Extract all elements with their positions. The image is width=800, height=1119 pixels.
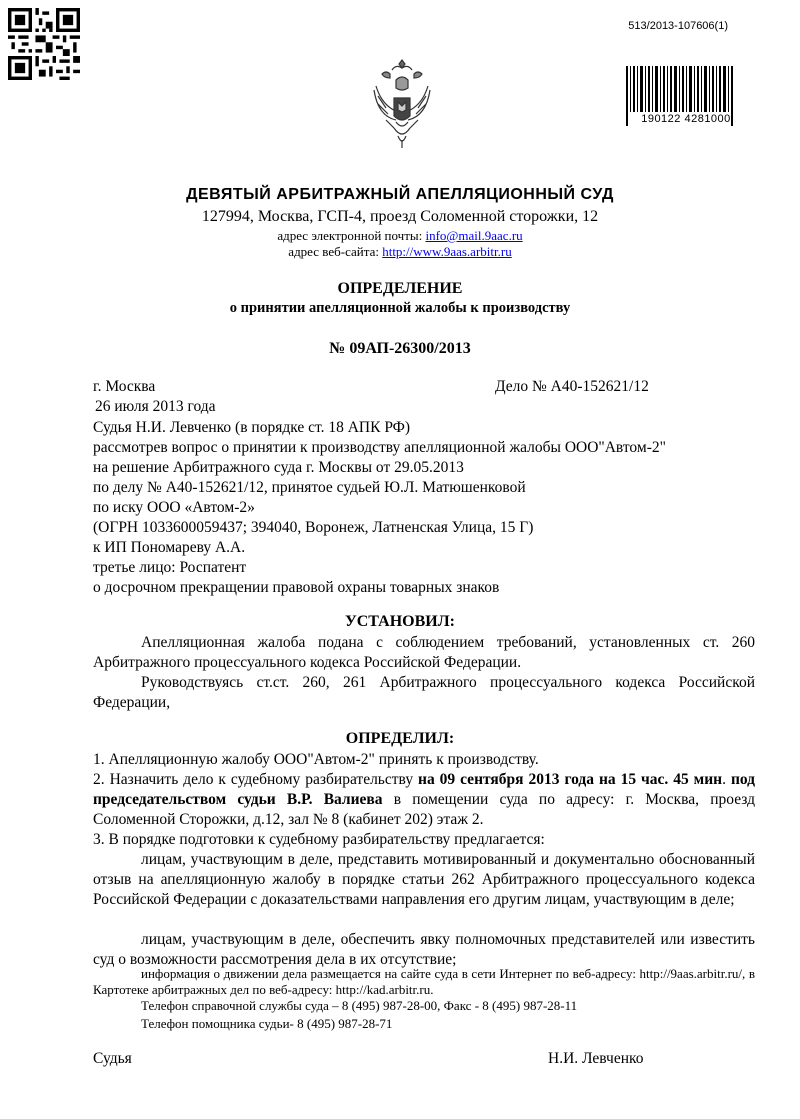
hearing-datetime: на 09 сентября 2013 года на 15 час. 45 мин bbox=[418, 771, 723, 788]
decision-paragraph: лицам, участвующим в деле, представить мотивированный и документально обоснованный отзыв на апелляционную жалобу в порядке статьи 262 Арбитражного процессуального кодекса Российской Федерации с доказательствами направления его другим лицам, участвующим в деле; bbox=[93, 851, 755, 908]
email-label: адрес электронной почты: bbox=[277, 228, 426, 243]
court-email-line bbox=[0, 228, 800, 244]
established-heading: УСТАНОВИЛ: bbox=[345, 613, 455, 630]
item2-text: 2. Назначить дело к судебному разбирательству bbox=[93, 771, 419, 788]
decided-heading: ОПРЕДЕЛИЛ: bbox=[345, 730, 455, 747]
case-number: Дело № А40-152621/12 bbox=[495, 378, 649, 395]
document-id: 513/2013-107606(1) bbox=[628, 20, 728, 32]
intro-line: по делу № А40-152621/12, принятое судьей Ю.Л. Матюшенковой bbox=[93, 479, 526, 496]
document-date: 26 июля 2013 года bbox=[95, 398, 216, 415]
barcode-number: 190122 4281000 bbox=[641, 113, 731, 125]
email-link[interactable]: info@mail.9aac.ru bbox=[425, 228, 523, 243]
case-info-note: информация о движении дела размещается на сайте суда в сети Интернет по веб-адресу: http://9aas.arbitr.ru/, в Картотеке арбитражных дел по веб-адресу: http://kad.arbitr.ru. bbox=[93, 966, 755, 997]
intro-line: к ИП Пономареву А.А. bbox=[93, 539, 246, 556]
site-label: адрес веб-сайта: bbox=[288, 244, 383, 259]
item2-text: . bbox=[722, 771, 731, 788]
decision-item-1: 1. Апелляционную жалобу ООО"Автом-2" принять к производству. bbox=[93, 751, 539, 768]
coat-of-arms-emblem bbox=[372, 56, 432, 152]
document-title: ОПРЕДЕЛЕНИЕ bbox=[337, 280, 463, 297]
decision-paragraph: лицам, участвующим в деле, обеспечить явку полномочных представителей или известить суд о возможности рассмотрения дела в их отсутствие; bbox=[93, 931, 755, 968]
document-subtitle: о принятии апелляционной жалобы к производству bbox=[229, 300, 571, 316]
presiding-judge: под председательством судьи В.Р. Валиева bbox=[93, 771, 756, 808]
signature-label: Судья bbox=[93, 1050, 132, 1067]
signature-name: Н.И. Левченко bbox=[548, 1050, 644, 1067]
intro-line: третье лицо: Роспатент bbox=[93, 559, 247, 576]
established-paragraph: Апелляционная жалоба подана с соблюдением требований, установленных ст. 260 Арбитражного процессуального кодекса Российской Федерации. bbox=[93, 634, 755, 671]
intro-line: по иску ООО «Автом-2» bbox=[93, 499, 255, 516]
court-site-line bbox=[0, 244, 800, 260]
site-link[interactable]: http://www.9aas.arbitr.ru bbox=[382, 244, 512, 259]
decision-item-3: 3. В порядке подготовки к судебному разбирательству предлагается: bbox=[93, 831, 545, 848]
established-paragraph: Руководствуясь ст.ст. 260, 261 Арбитражного процессуального кодекса Российской Федерации, bbox=[93, 674, 755, 711]
intro-line: на решение Арбитражного суда г. Москвы от 29.05.2013 bbox=[93, 459, 464, 476]
court-name: ДЕВЯТЫЙ АРБИТРАЖНЫЙ АПЕЛЛЯЦИОННЫЙ СУД bbox=[186, 186, 614, 203]
phone-assistant: Телефон помощника судьи- 8 (495) 987-28-71 bbox=[141, 1016, 393, 1031]
city: г. Москва bbox=[93, 378, 156, 395]
document-number: № 09АП-26300/2013 bbox=[329, 340, 471, 357]
intro-line: рассмотрев вопрос о принятии к производству апелляционной жалобы ООО"Автом-2" bbox=[93, 439, 666, 456]
decision-item-2 bbox=[93, 770, 755, 830]
intro-line: (ОГРН 1033600059437; 394040, Воронеж, Латненская Улица, 15 Г) bbox=[93, 519, 534, 536]
qr-code bbox=[8, 8, 80, 80]
item2-text: в помещении суда по адресу: г. Москва, проезд Соломенной Сторожки, д.12, зал № 8 (кабинет 202) этаж 2. bbox=[93, 791, 756, 828]
phone-reference: Телефон справочной службы суда – 8 (495) 987-28-00, Факс - 8 (495) 987-28-11 bbox=[141, 998, 578, 1013]
intro-line: о досрочном прекращении правовой охраны товарных знаков bbox=[93, 579, 500, 596]
intro-line: Судья Н.И. Левченко (в порядке ст. 18 АПК РФ) bbox=[93, 419, 411, 436]
court-address: 127994, Москва, ГСП-4, проезд Соломенной сторожки, 12 bbox=[201, 208, 599, 225]
